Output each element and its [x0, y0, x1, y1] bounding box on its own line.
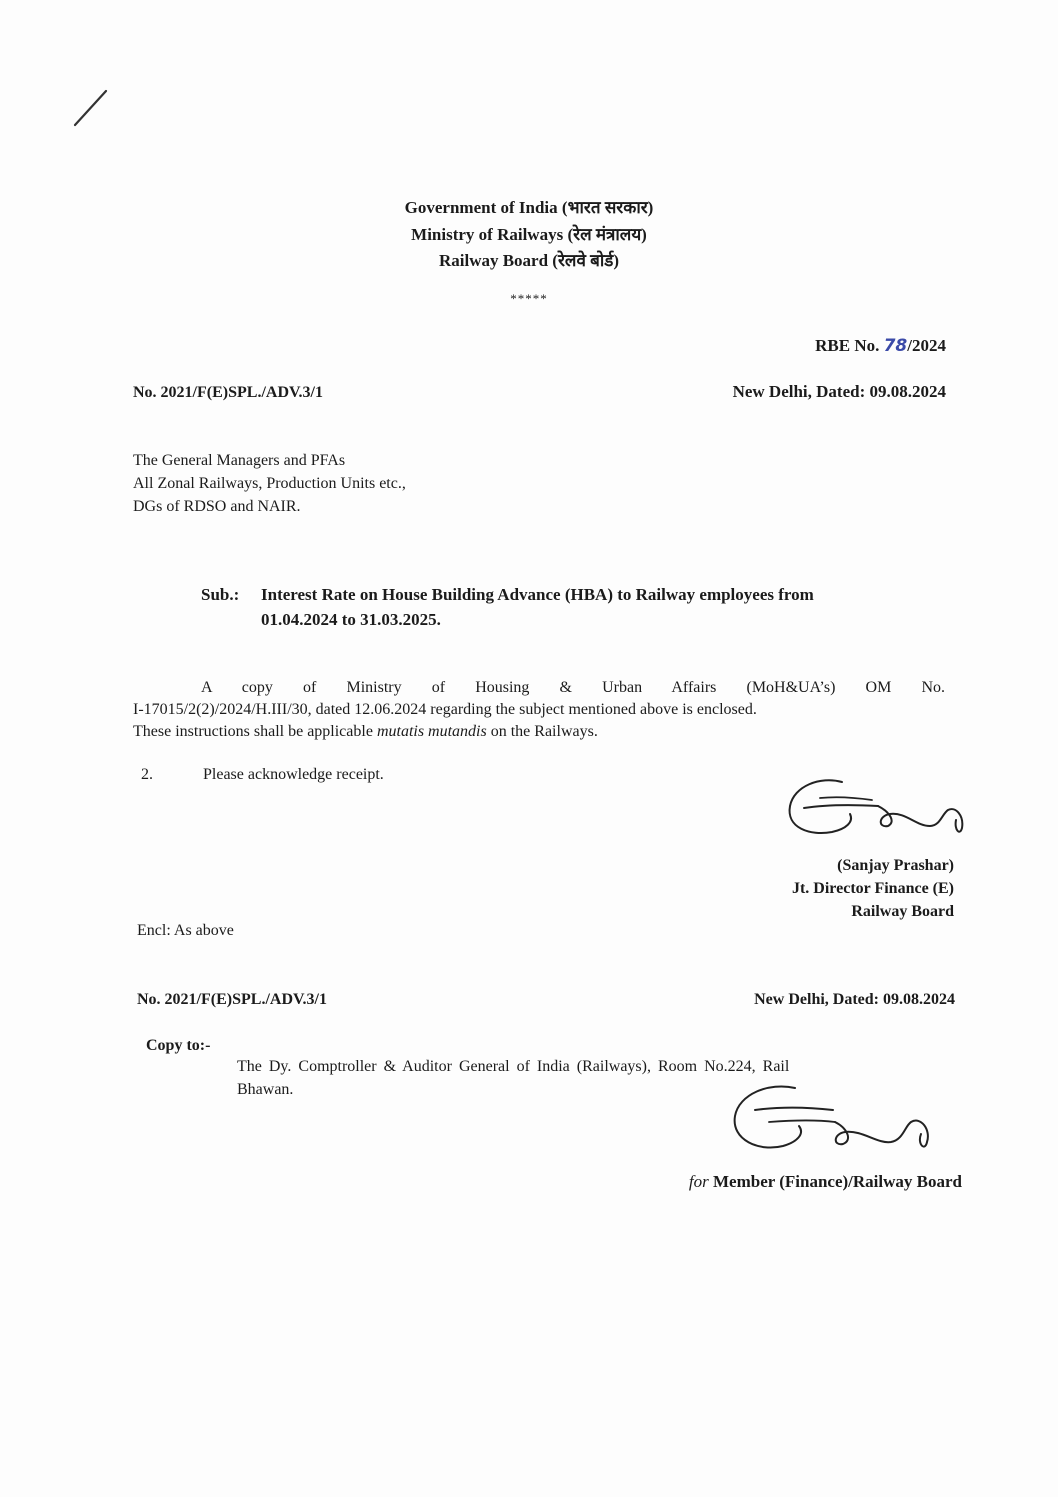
copy-recipient-line-2: Bhawan. [237, 1081, 294, 1098]
rbe-prefix: RBE No. [815, 336, 884, 355]
para-2-text: Please acknowledge receipt. [203, 766, 384, 783]
body-para-1-line-3 [133, 721, 598, 743]
addressee-line-3: DGs of RDSO and NAIR. [133, 498, 301, 515]
subject-line-2: 01.04.2024 to 31.03.2025. [261, 610, 441, 629]
header-separator-stars: ***** [510, 291, 548, 306]
body-para-1-line-3-end: on the Railways. [486, 723, 598, 740]
signatory-name: (Sanjay Prashar) [837, 857, 954, 874]
subject-label: Sub.: [201, 585, 240, 604]
copy-place-date: New Delhi, Dated: 09.08.2024 [754, 991, 955, 1008]
header-railway-board: Railway Board (रेलवे बोर्ड) [438, 251, 620, 270]
margin-pen-mark [66, 85, 116, 130]
file-number: No. 2021/F(E)SPL./ADV.3/1 [133, 384, 323, 401]
rbe-suffix: /2024 [907, 336, 946, 355]
signatory-designation: Jt. Director Finance (E) [791, 880, 954, 897]
signature-2 [725, 1082, 945, 1172]
latin-phrase: mutatis mutandis [376, 723, 487, 740]
signature-1 [780, 770, 980, 860]
addressee-line-1: The General Managers and PFAs [133, 452, 346, 469]
signatory-office: Railway Board [851, 903, 954, 920]
copy-signatory-office: Member (Finance)/Railway Board [708, 1172, 962, 1191]
copy-recipient-line-1: The Dy. Comptroller & Auditor General of India (Railways), Room No.224, Rail [237, 1058, 790, 1075]
copy-to-label: Copy to:- [146, 1037, 211, 1054]
copy-signatory-for: for [688, 1172, 709, 1191]
addressee-line-2: All Zonal Railways, Production Units etc., [133, 475, 406, 492]
subject-line-1: Interest Rate on House Building Advance (HBA) to Railway employees from [261, 585, 814, 604]
body-para-1-line-1: A copy of Ministry of Housing & Urban Affairs (MoH&UA’s) OM No. [201, 679, 945, 696]
para-2-number: 2. [141, 766, 153, 783]
enclosure-note: Encl: As above [137, 922, 234, 939]
header-government: Government of India (भारत सरकार) [404, 198, 654, 217]
rbe-number [815, 336, 946, 356]
rbe-handwritten-number: 78 [883, 336, 908, 356]
copy-signatory [689, 1172, 962, 1192]
header-ministry: Ministry of Railways (रेल मंत्रालय) [411, 225, 647, 244]
body-para-1-line-2: I-17015/2(2)/2024/H.III/30, dated 12.06.2024 regarding the subject mentioned above is enclosed. [133, 701, 757, 718]
body-para-1-line-3-start: These instructions shall be applicable [133, 723, 377, 740]
place-date: New Delhi, Dated: 09.08.2024 [732, 382, 946, 401]
copy-file-number: No. 2021/F(E)SPL./ADV.3/1 [137, 991, 327, 1008]
